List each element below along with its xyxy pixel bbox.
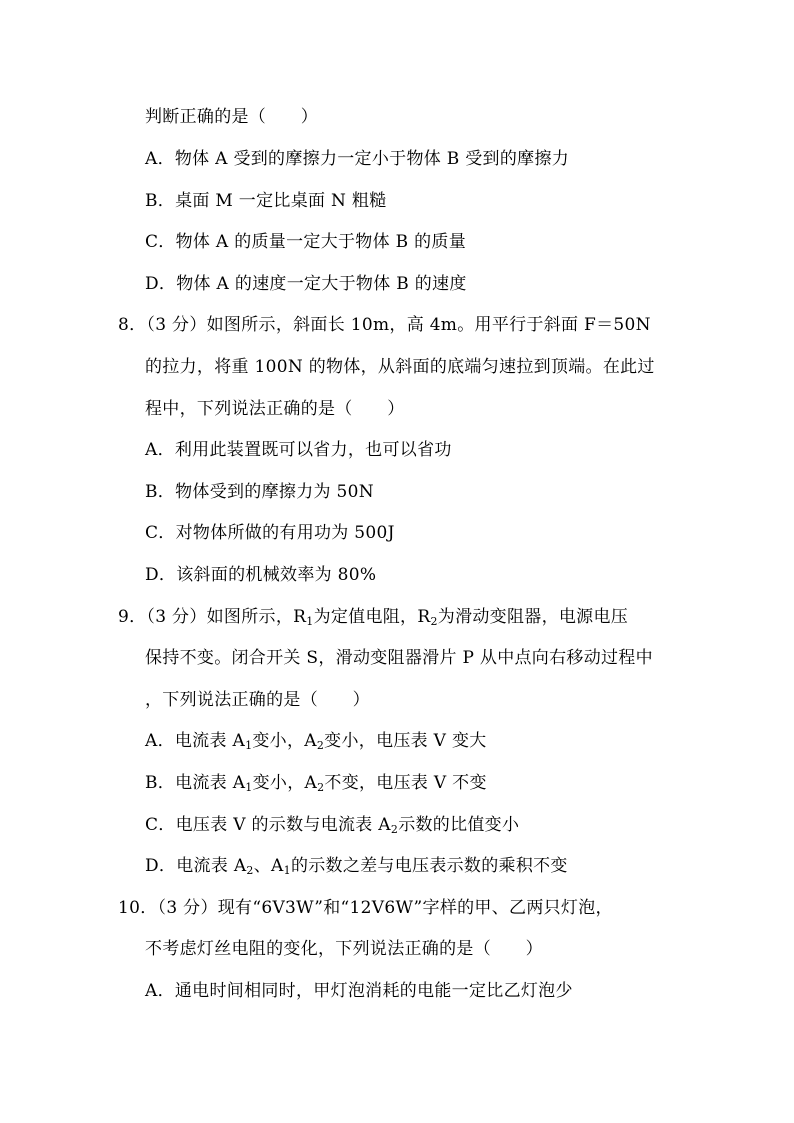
q9-b-text-3: 不变，电压表 V 不变 [324,773,487,793]
q9-d-text-1: D．电流表 A [145,856,247,876]
q9-a-text-2: 变小，A [252,731,317,751]
q8-option-d: D．该斜面的机械效率为 80% [145,565,377,585]
q9-a-sub2: 2 [316,739,325,752]
q9-line1-a: 9．（3 分）如图所示，R [118,607,307,627]
q9-c-text-2: 示数的比值变小 [398,815,520,835]
q7-option-a: A．物体 A 受到的摩擦力一定小于物体 B 受到的摩擦力 [145,149,570,169]
q10-stem-line-1: 10．（3 分）现有“6V3W”和“12V6W”字样的甲、乙两只灯泡， [118,898,613,918]
q8-option-b: B．物体受到的摩擦力为 50N [145,482,374,502]
q10-option-a: A．通电时间相同时，甲灯泡消耗的电能一定比乙灯泡少 [145,981,573,1001]
q9-b-text-1: B．电流表 A [145,773,246,793]
q10-stem-line-2: 不考虑灯丝电阻的变化，下列说法正确的是（ ） [145,939,543,959]
q7-option-b: B．桌面 M 一定比桌面 N 粗糙 [145,191,387,211]
q7-option-c: C．物体 A 的质量一定大于物体 B 的质量 [145,232,466,252]
q8-stem-line-3: 程中，下列说法正确的是（ ） [145,399,405,419]
q9-d-sub2: 1 [283,864,291,877]
q9-option-c [145,814,519,841]
q9-option-d [145,855,568,882]
q9-option-b [145,772,487,799]
q9-d-text-3: 的示数之差与电压表示数的乘积不变 [290,856,568,876]
q9-stem-line-1 [118,606,628,633]
q9-a-sub1: 1 [245,739,253,752]
q9-c-text-1: C．电压表 V 的示数与电流表 A [145,815,391,835]
q9-line1-sub2: 2 [430,615,438,628]
q9-stem-line-2: 保持不变。闭合开关 S，滑动变阻器滑片 P 从中点向右移动过程中 [145,648,653,668]
q9-d-text-2: 、A [253,856,284,876]
q8-stem-line-1: 8．（3 分）如图所示，斜面长 10m，高 4m。用平行于斜面 F＝50N [118,315,651,335]
q9-option-a [145,730,487,757]
q9-line1-sub1: 1 [306,615,314,628]
q7-stem-end: 判断正确的是（ ） [145,107,318,127]
q9-line1-b: 为定值电阻，R [313,607,431,627]
q9-b-sub2: 2 [317,781,325,794]
q9-a-text-1: A．电流表 A [145,731,246,751]
q7-option-d: D．物体 A 的速度一定大于物体 B 的速度 [145,274,467,294]
q9-stem-line-3: ，下列说法正确的是（ ） [145,690,370,710]
q8-option-c: C．对物体所做的有用功为 500J [145,523,395,543]
q8-option-a: A．利用此装置既可以省力，也可以省功 [145,440,452,460]
q9-a-text-3: 变小，电压表 V 变大 [324,731,487,751]
q9-b-text-2: 变小，A [252,773,318,793]
q9-b-sub1: 1 [245,781,253,794]
q9-d-sub1: 2 [246,864,254,877]
q9-line1-c: 为滑动变阻器，电源电压 [437,607,629,627]
q8-stem-line-2: 的拉力，将重 100N 的物体，从斜面的底端匀速拉到顶端。在此过 [145,357,655,377]
q9-c-sub1: 2 [390,823,399,836]
